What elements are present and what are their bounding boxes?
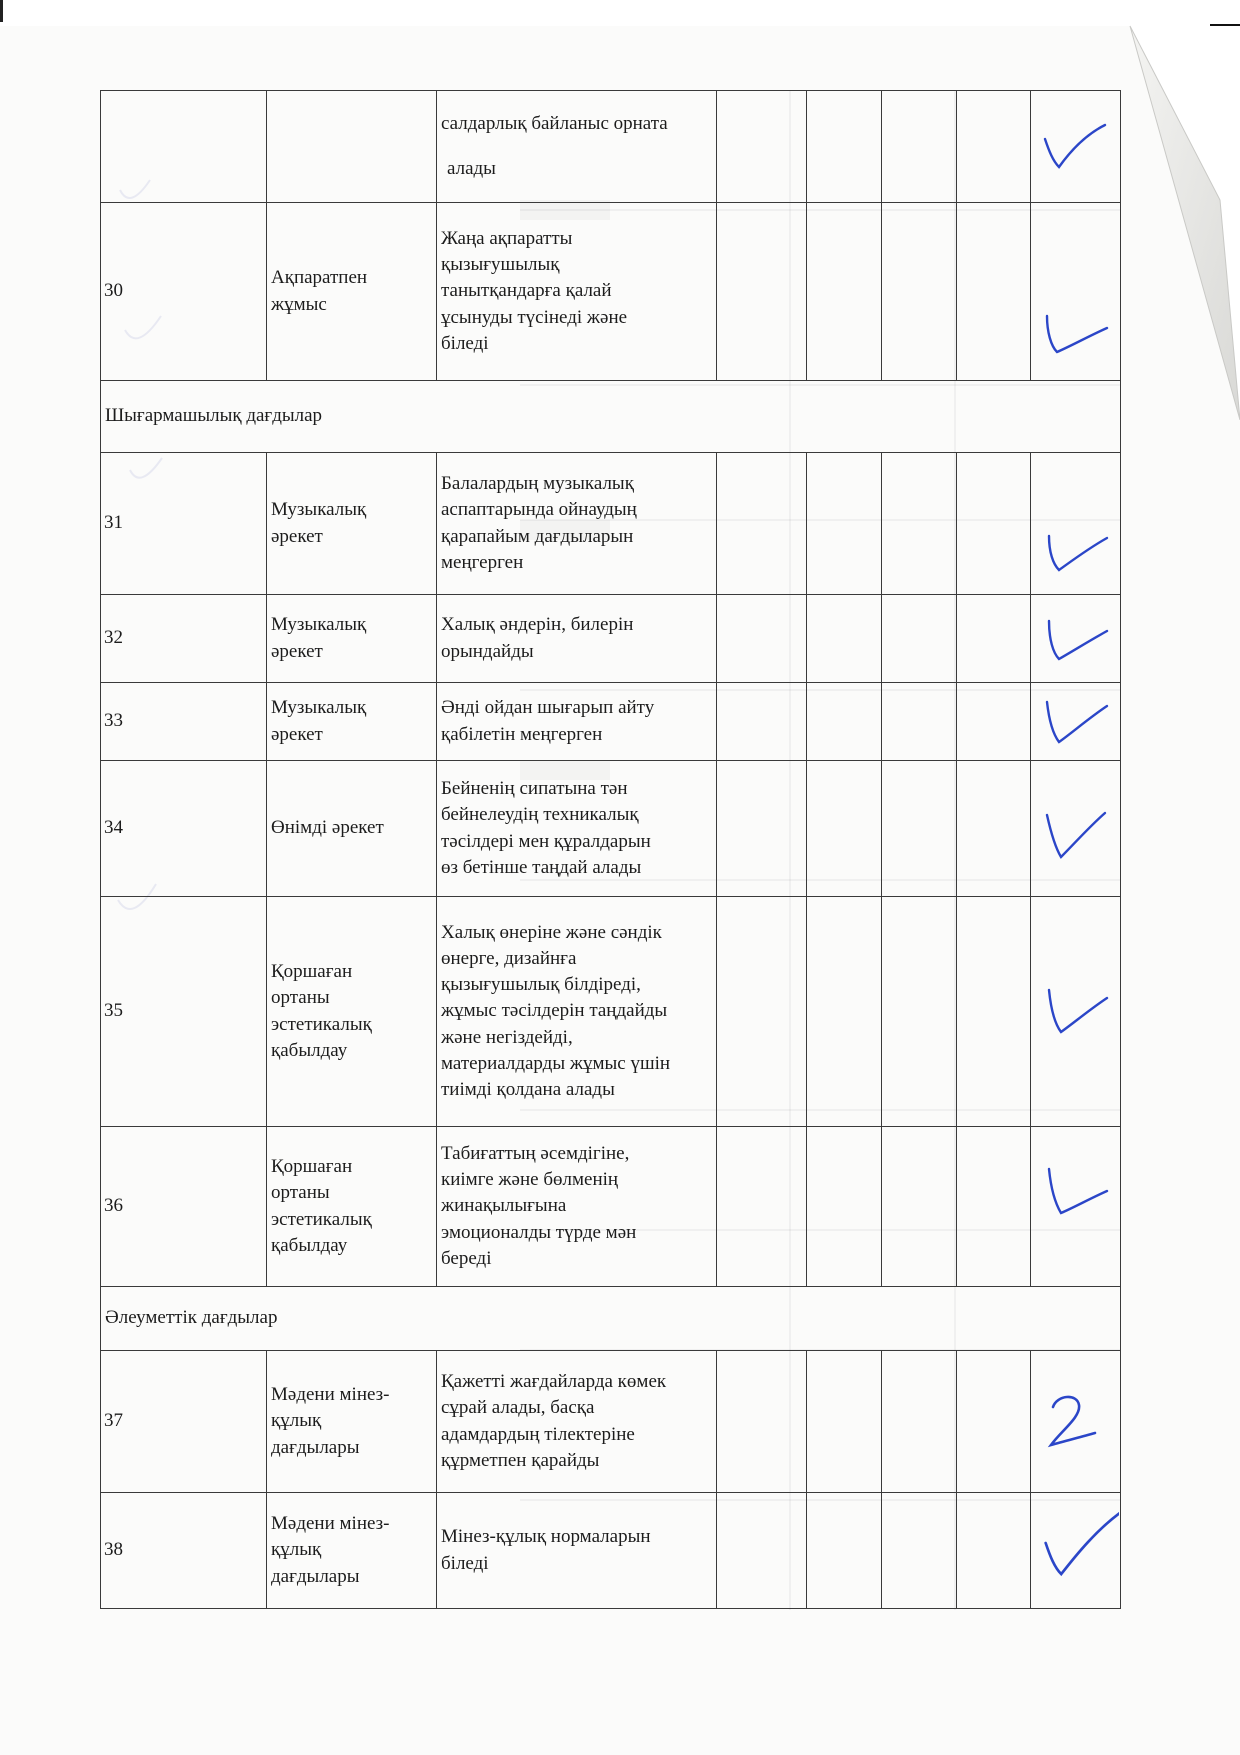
row-number: 37: [101, 1351, 267, 1493]
desc-line: алады: [447, 157, 496, 179]
checkmark-icon: [1039, 609, 1111, 669]
area-line: әрекет: [271, 723, 323, 745]
table-row: [101, 595, 1121, 683]
area-line: Музыкалық: [271, 697, 367, 719]
row-number: 30: [101, 203, 267, 381]
area-line: дағдылары: [271, 1565, 360, 1587]
desc-line: біледі: [441, 332, 489, 354]
area-line: Өнімді әрекет: [271, 817, 384, 839]
skill-description: [437, 1127, 717, 1287]
desc-line: орындайды: [441, 640, 534, 662]
desc-line: Бейненің сипатына тән: [441, 778, 628, 800]
desc-line: Балалардың музыкалық: [441, 473, 634, 495]
desc-line: сұрай алады, басқа: [441, 1397, 595, 1419]
area-line: дағдылары: [271, 1436, 360, 1458]
check-cell: [1031, 453, 1121, 595]
checkmark-icon: [1039, 520, 1111, 580]
skill-description: [437, 91, 717, 203]
desc-line: эмоционалды түрде мән: [441, 1221, 637, 1243]
area-line: Мәдени мінез-: [271, 1384, 390, 1406]
desc-line: қабілетін меңгерген: [441, 723, 603, 745]
desc-line: және негіздейді,: [441, 1026, 573, 1048]
table-row: [101, 897, 1121, 1127]
area-line: құлық: [271, 1410, 322, 1432]
skill-area: [267, 91, 437, 203]
table-row: [101, 453, 1121, 595]
skill-description: [437, 761, 717, 897]
skill-area: [267, 683, 437, 761]
desc-line: жинақылығына: [441, 1195, 567, 1217]
check-cell: [1031, 1493, 1121, 1609]
folded-corner: [1070, 0, 1240, 420]
area-line: Қоршаған: [271, 1156, 353, 1178]
area-line: әрекет: [271, 640, 323, 662]
desc-line: қызығушылық: [441, 254, 560, 276]
section-title-social: Әлеуметтік дағдылар: [101, 1287, 1121, 1351]
desc-line: жұмыс тәсілдерін таңдайды: [441, 1000, 668, 1022]
assessment-table: [100, 90, 1121, 1609]
row-number: 33: [101, 683, 267, 761]
table-row: [101, 1493, 1121, 1609]
skill-description: [437, 683, 717, 761]
table-row: [101, 761, 1121, 897]
table-row: [101, 91, 1121, 203]
section-row: [101, 381, 1121, 453]
area-line: ортаны: [271, 1182, 330, 1204]
desc-line: өз бетінше таңдай алады: [441, 856, 642, 878]
row-number: 32: [101, 595, 267, 683]
desc-line: материалдарды жұмыс үшін: [441, 1052, 671, 1074]
table-row: [101, 683, 1121, 761]
section-row: [101, 1287, 1121, 1351]
area-line: Қоршаған: [271, 961, 353, 983]
skill-area: [267, 1351, 437, 1493]
check-cell: [1031, 897, 1121, 1127]
skill-description: [437, 1493, 717, 1609]
desc-line: қызығушылық білдіреді,: [441, 974, 641, 996]
desc-line: береді: [441, 1247, 492, 1269]
check-cell: [1031, 595, 1121, 683]
area-line: Музыкалық: [271, 614, 367, 636]
desc-line: өнерге, дизайнға: [441, 947, 577, 969]
skill-area: [267, 761, 437, 897]
skill-area: [267, 203, 437, 381]
desc-line: қарапайым дағдыларын: [441, 525, 634, 547]
desc-line: Мінез-құлық нормаларын: [441, 1526, 651, 1548]
row-number: [101, 91, 267, 203]
area-line: жұмыс: [271, 293, 327, 315]
area-line: эстетикалық: [271, 1013, 372, 1035]
area-line: әрекет: [271, 525, 323, 547]
skill-description: [437, 1351, 717, 1493]
desc-line: танытқандарға қалай: [441, 280, 612, 302]
table-row: [101, 1127, 1121, 1287]
skill-description: [437, 453, 717, 595]
checkmark-icon: [1039, 1163, 1111, 1223]
row-number: 34: [101, 761, 267, 897]
table-row: [101, 203, 1121, 381]
skill-area: [267, 1493, 437, 1609]
area-line: Мәдени мінез-: [271, 1513, 390, 1535]
check-cell: [1031, 683, 1121, 761]
area-line: Ақпаратпен: [271, 267, 368, 289]
desc-line: меңгерген: [441, 551, 524, 573]
skill-area: [267, 453, 437, 595]
desc-line: біледі: [441, 1552, 489, 1574]
desc-line: тәсілдері мен құралдарын: [441, 830, 651, 852]
skill-area: [267, 1127, 437, 1287]
area-line: ортаны: [271, 987, 330, 1009]
row-number: 38: [101, 1493, 267, 1609]
row-number: 31: [101, 453, 267, 595]
check-cell: [1031, 1127, 1121, 1287]
handwritten-two-icon: [1039, 1387, 1099, 1457]
area-line: Музыкалық: [271, 499, 367, 521]
checkmark-icon: [1039, 807, 1111, 867]
desc-line: Қажетті жағдайларда көмек: [441, 1371, 667, 1393]
desc-line: Табиғаттың әсемдігіне,: [441, 1142, 630, 1164]
checkmark-icon: [1039, 982, 1111, 1042]
skill-description: [437, 203, 717, 381]
checkmark-icon: [1039, 1507, 1119, 1579]
skill-description: [437, 897, 717, 1127]
desc-line: ұсынуды түсінеді және: [441, 306, 628, 328]
desc-line: Халық әндерін, билерін: [441, 614, 634, 636]
desc-line: адамдардың тілектеріне: [441, 1423, 635, 1445]
desc-line: Әнді ойдан шығарып айту: [441, 697, 655, 719]
row-number: 35: [101, 897, 267, 1127]
checkmark-icon: [1039, 692, 1111, 752]
area-line: қабылдау: [271, 1039, 348, 1061]
skill-area: [267, 897, 437, 1127]
skill-description: [437, 595, 717, 683]
desc-line: киімге және бөлменің: [441, 1169, 619, 1191]
desc-line: бейнелеудің техникалық: [441, 804, 639, 826]
desc-line: тиімді қолдана алады: [441, 1079, 615, 1101]
desc-line: Халық өнеріне және сәндік: [441, 921, 662, 943]
check-cell: [1031, 761, 1121, 897]
desc-line: салдарлық байланыс орната: [441, 113, 668, 135]
area-line: эстетикалық: [271, 1208, 372, 1230]
desc-line: Жаңа ақпаратты: [441, 227, 573, 249]
desc-line: аспаптарында ойнаудың: [441, 499, 637, 521]
row-number: 36: [101, 1127, 267, 1287]
area-line: құлық: [271, 1539, 322, 1561]
desc-line: құрметпен қарайды: [441, 1449, 600, 1471]
check-cell: [1031, 1351, 1121, 1493]
table-row: [101, 1351, 1121, 1493]
area-line: қабылдау: [271, 1234, 348, 1256]
skill-area: [267, 595, 437, 683]
section-title-creative: Шығармашылық дағдылар: [101, 381, 1121, 453]
